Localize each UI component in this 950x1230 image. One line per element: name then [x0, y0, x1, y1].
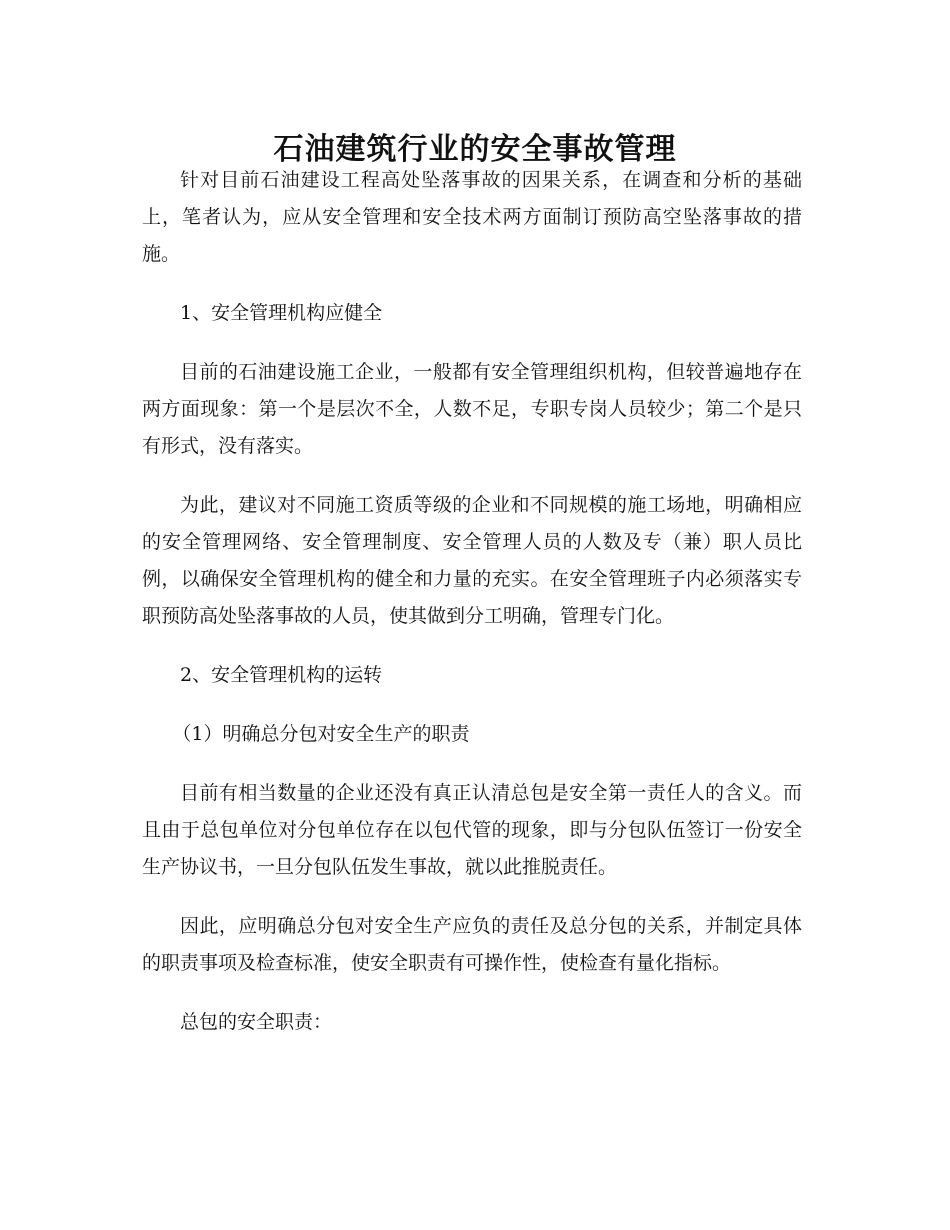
paragraph-intro: 针对目前石油建设工程高处坠落事故的因果关系，在调查和分析的基础上，笔者认为，应从安全管理和安全技术两方面制订预防高空坠落事故的措施。	[142, 169, 802, 265]
paragraph-clarify-responsibility: 因此，应明确总分包对安全生产应负的责任及总分包的关系，并制定具体的职责事项及检查标准，使安全职责有可操作性，使检查有量化指标。	[142, 915, 802, 974]
paragraph-current-situation: 目前的石油建设施工企业，一般都有安全管理组织机构，但较普遍地存在两方面现象：第一个是层次不全，人数不足，专职专岗人员较少；第二个是只有形式，没有落实。	[142, 361, 802, 457]
section-heading-2: 2、安全管理机构的运转	[180, 664, 383, 686]
document-title: 石油建筑行业的安全事故管理	[273, 132, 677, 168]
section-heading-general-contractor-duties: 总包的安全职责：	[180, 1011, 333, 1033]
subsection-heading-1: （1）明确总分包对安全生产的职责	[172, 723, 470, 745]
paragraph-recommendation: 为此，建议对不同施工资质等级的企业和不同规模的施工场地，明确相应的安全管理网络、安全管理制度、安全管理人员的人数及专（兼）职人员比例，以确保安全管理机构的健全和力量的充实。在安全管理班子内必须落实专职预防高处坠落事故的人员，使其做到分工明确，管理专门化。	[142, 494, 802, 627]
document-body	[142, 162, 802, 1063]
section-heading-1: 1、安全管理机构应健全	[180, 302, 383, 324]
paragraph-contractor-issue: 目前有相当数量的企业还没有真正认清总包是安全第一责任人的含义。而且由于总包单位对分包单位存在以包代管的现象，即与分包队伍签订一份安全生产协议书，一旦分包队伍发生事故，就以此推脱责任。	[142, 782, 802, 878]
